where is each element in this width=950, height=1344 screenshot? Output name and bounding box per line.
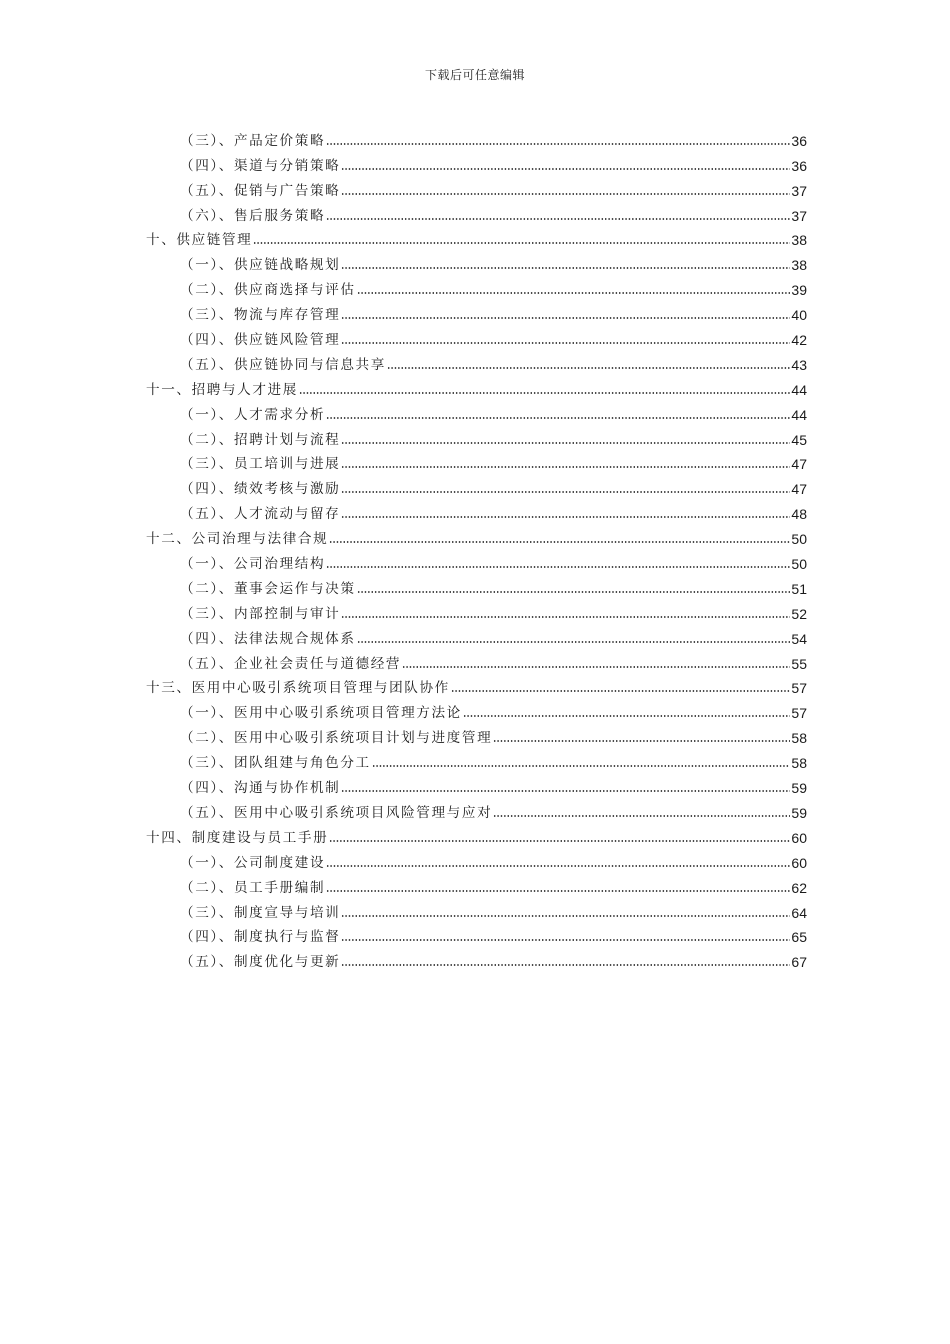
toc-entry-title: （二）、员工手册编制	[180, 879, 326, 896]
toc-section-entry[interactable]	[146, 299, 807, 324]
toc-section-entry[interactable]	[146, 449, 807, 474]
toc-dot-leader	[493, 814, 790, 818]
toc-section-entry[interactable]	[146, 697, 807, 722]
toc-page-number: 38	[791, 232, 807, 249]
toc-chapter-entry[interactable]	[146, 374, 807, 399]
toc-entry-title: （三）、产品定价策略	[180, 132, 326, 149]
toc-entry-title: （二）、供应商选择与评估	[180, 282, 356, 299]
toc-section-entry[interactable]	[146, 399, 807, 424]
toc-dot-leader	[341, 266, 790, 270]
toc-section-entry[interactable]	[146, 722, 807, 747]
toc-dot-leader	[451, 689, 791, 693]
toc-section-entry[interactable]	[146, 648, 807, 673]
toc-page-number: 60	[791, 829, 807, 846]
toc-entry-title: （一）、公司制度建设	[180, 854, 326, 871]
toc-chapter-entry[interactable]	[146, 225, 807, 250]
toc-section-entry[interactable]	[146, 249, 807, 274]
toc-page-number: 64	[791, 904, 807, 921]
toc-entry-title: （四）、制度执行与监督	[180, 929, 341, 946]
toc-section-entry[interactable]	[146, 424, 807, 449]
toc-dot-leader	[341, 515, 790, 519]
toc-page-number: 57	[791, 705, 807, 722]
toc-entry-title: （五）、企业社会责任与道德经营	[180, 655, 402, 672]
toc-entry-title: （三）、物流与库存管理	[180, 307, 341, 324]
toc-section-entry[interactable]	[146, 349, 807, 374]
toc-entry-title: （一）、供应链战略规划	[180, 257, 341, 274]
toc-entry-title: 十二、公司治理与法律合规	[146, 531, 329, 548]
toc-entry-title: 十、供应链管理	[146, 232, 253, 249]
toc-section-entry[interactable]	[146, 324, 807, 349]
toc-entry-title: （一）、公司治理结构	[180, 556, 326, 573]
toc-page-number: 44	[791, 406, 807, 423]
toc-dot-leader	[341, 465, 790, 469]
toc-dot-leader	[341, 615, 790, 619]
toc-page-number: 38	[791, 257, 807, 274]
toc-section-entry[interactable]	[146, 473, 807, 498]
toc-dot-leader	[341, 192, 790, 196]
toc-dot-leader	[341, 490, 790, 494]
toc-page-number: 44	[791, 381, 807, 398]
toc-dot-leader	[357, 590, 791, 594]
toc-page-number: 62	[791, 879, 807, 896]
toc-page-number: 67	[791, 954, 807, 971]
toc-section-entry[interactable]	[146, 498, 807, 523]
toc-page-number: 55	[791, 655, 807, 672]
toc-page-number: 37	[791, 207, 807, 224]
toc-section-entry[interactable]	[146, 946, 807, 971]
toc-page-number: 39	[791, 282, 807, 299]
toc-page-number: 51	[791, 580, 807, 597]
toc-entry-title: （五）、促销与广告策略	[180, 182, 341, 199]
toc-entry-title: 十四、制度建设与员工手册	[146, 829, 329, 846]
toc-dot-leader	[326, 142, 790, 146]
toc-page-number: 52	[791, 605, 807, 622]
toc-dot-leader	[326, 889, 790, 893]
toc-page-number: 37	[791, 182, 807, 199]
toc-section-entry[interactable]	[146, 175, 807, 200]
toc-section-entry[interactable]	[146, 573, 807, 598]
toc-page-number: 59	[791, 804, 807, 821]
toc-page-number: 50	[791, 531, 807, 548]
toc-dot-leader	[341, 341, 790, 345]
toc-section-entry[interactable]	[146, 150, 807, 175]
toc-entry-title: （四）、绩效考核与激励	[180, 481, 341, 498]
toc-section-entry[interactable]	[146, 200, 807, 225]
toc-entry-title: （三）、团队组建与角色分工	[180, 755, 371, 772]
toc-dot-leader	[299, 391, 790, 395]
toc-dot-leader	[341, 316, 790, 320]
toc-chapter-entry[interactable]	[146, 673, 807, 698]
toc-section-entry[interactable]	[146, 772, 807, 797]
toc-page-number: 65	[791, 929, 807, 946]
toc-dot-leader	[493, 739, 790, 743]
toc-section-entry[interactable]	[146, 797, 807, 822]
toc-section-entry[interactable]	[146, 897, 807, 922]
toc-section-entry[interactable]	[146, 872, 807, 897]
toc-dot-leader	[326, 864, 790, 868]
toc-dot-leader	[341, 963, 790, 967]
toc-section-entry[interactable]	[146, 548, 807, 573]
page-header: 下载后可任意编辑	[424, 68, 525, 82]
toc-dot-leader	[326, 217, 790, 221]
toc-page-number: 48	[791, 506, 807, 523]
toc-entry-title: （三）、制度宣导与培训	[180, 904, 341, 921]
toc-entry-title: （五）、供应链协同与信息共享	[180, 356, 386, 373]
toc-page-number: 45	[791, 431, 807, 448]
toc-page-number: 36	[791, 157, 807, 174]
toc-page-number: 59	[791, 780, 807, 797]
toc-section-entry[interactable]	[146, 598, 807, 623]
toc-entry-title: （四）、供应链风险管理	[180, 332, 341, 349]
toc-entry-title: （三）、员工培训与进展	[180, 456, 341, 473]
toc-entry-title: （五）、医用中心吸引系统项目风险管理与应对	[180, 804, 493, 821]
toc-page-number: 58	[791, 730, 807, 747]
toc-entry-title: 十三、医用中心吸引系统项目管理与团队协作	[146, 680, 450, 697]
toc-entry-title: （二）、医用中心吸引系统项目计划与进度管理	[180, 730, 493, 747]
toc-dot-leader	[341, 441, 790, 445]
toc-entry-title: （四）、法律法规合规体系	[180, 630, 356, 647]
toc-section-entry[interactable]	[146, 623, 807, 648]
toc-page-number: 47	[791, 456, 807, 473]
toc-section-entry[interactable]	[146, 747, 807, 772]
toc-page-number: 43	[791, 356, 807, 373]
toc-entry-title: （四）、沟通与协作机制	[180, 780, 341, 797]
toc-entry-title: （五）、人才流动与留存	[180, 506, 341, 523]
toc-page-number: 42	[791, 332, 807, 349]
toc-dot-leader	[357, 291, 791, 295]
toc-entry-title: （二）、招聘计划与流程	[180, 431, 341, 448]
toc-dot-leader	[463, 714, 791, 718]
toc-entry-title: （二）、董事会运作与决策	[180, 580, 356, 597]
toc-entry-title: （四）、渠道与分销策略	[180, 157, 341, 174]
toc-chapter-entry[interactable]	[146, 822, 807, 847]
toc-dot-leader	[253, 241, 790, 245]
toc-page-number: 60	[791, 854, 807, 871]
toc-dot-leader	[341, 789, 790, 793]
toc-dot-leader	[341, 914, 790, 918]
toc-section-entry[interactable]	[146, 125, 807, 150]
toc-dot-leader	[341, 167, 790, 171]
toc-page-number: 40	[791, 307, 807, 324]
toc-section-entry[interactable]	[146, 922, 807, 947]
toc-dot-leader	[341, 938, 790, 942]
toc-dot-leader	[326, 565, 790, 569]
toc-entry-title: （一）、医用中心吸引系统项目管理方法论	[180, 705, 462, 722]
toc-dot-leader	[372, 764, 791, 768]
table-of-contents	[146, 125, 807, 971]
toc-section-entry[interactable]	[146, 847, 807, 872]
toc-dot-leader	[402, 665, 790, 669]
toc-page-number: 58	[791, 755, 807, 772]
toc-page-number: 47	[791, 481, 807, 498]
toc-section-entry[interactable]	[146, 274, 807, 299]
toc-page-number: 36	[791, 132, 807, 149]
toc-dot-leader	[387, 366, 791, 370]
toc-dot-leader	[357, 640, 791, 644]
toc-entry-title: （三）、内部控制与审计	[180, 605, 341, 622]
toc-dot-leader	[329, 540, 790, 544]
toc-dot-leader	[329, 839, 790, 843]
toc-page-number: 50	[791, 556, 807, 573]
toc-chapter-entry[interactable]	[146, 523, 807, 548]
toc-dot-leader	[326, 416, 790, 420]
toc-entry-title: （六）、售后服务策略	[180, 207, 326, 224]
toc-entry-title: （五）、制度优化与更新	[180, 954, 341, 971]
toc-page-number: 57	[791, 680, 807, 697]
toc-entry-title: 十一、招聘与人才进展	[146, 381, 298, 398]
toc-page-number: 54	[791, 630, 807, 647]
toc-entry-title: （一）、人才需求分析	[180, 406, 326, 423]
